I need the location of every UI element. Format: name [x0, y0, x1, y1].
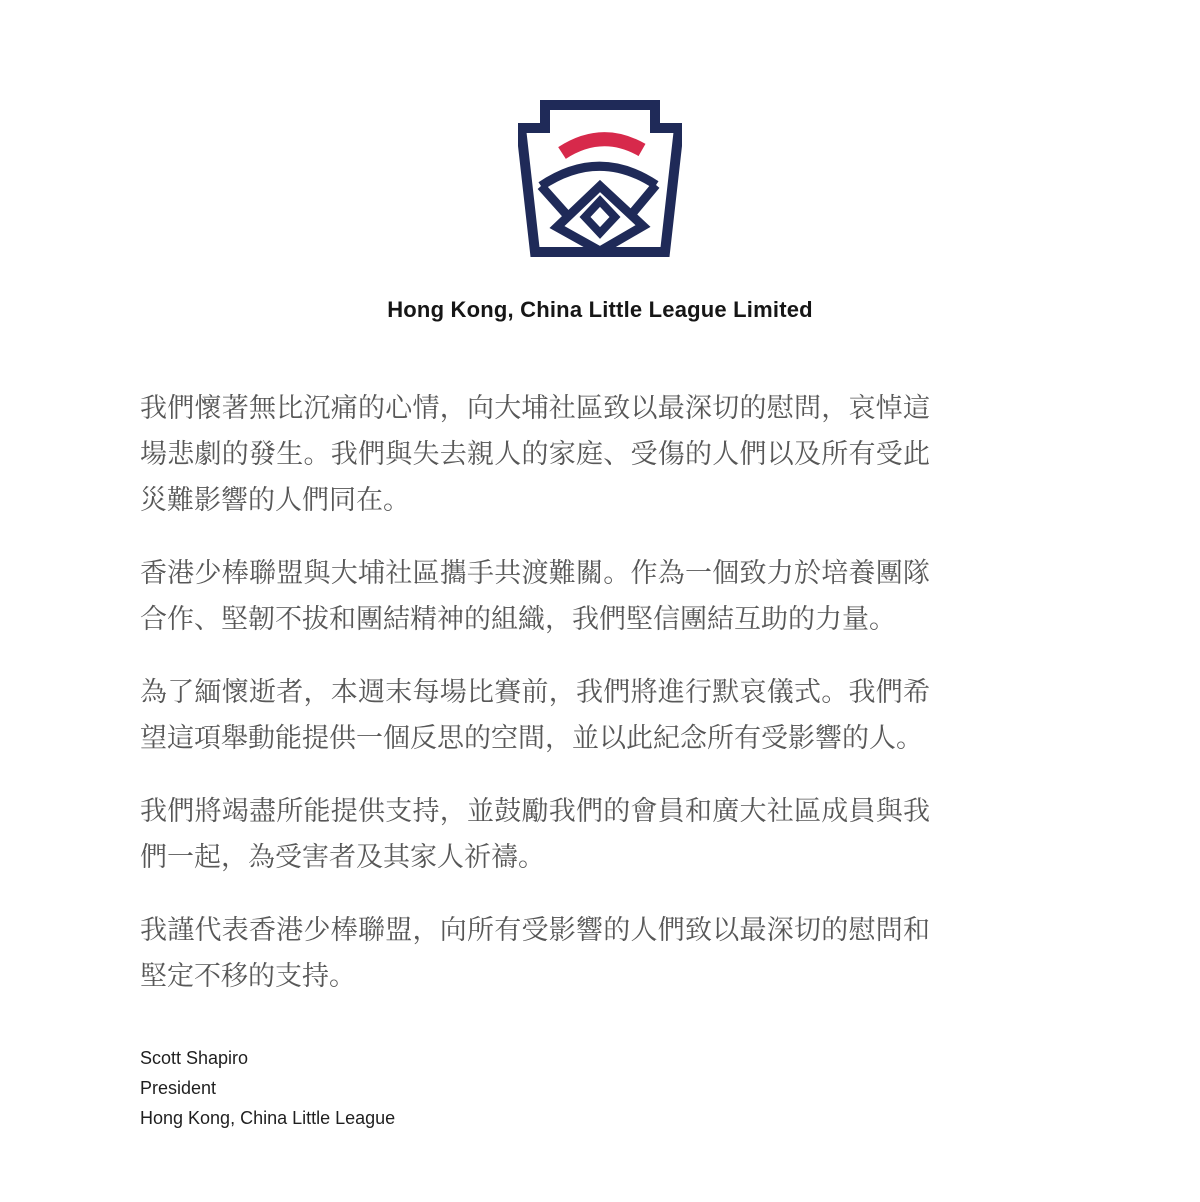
logo-container: [0, 0, 1200, 263]
signer-name: Scott Shapiro: [140, 1048, 249, 1068]
paragraph-solidarity: 香港少棒聯盟與大埔社區攜手共渡難關。作為一個致力於培養團隊合作、堅韌不拔和團結精神的組織，我們堅信團結互助的力量。: [140, 558, 930, 634]
signer-title: President: [140, 1078, 217, 1098]
paragraph-support-and-prayer: 我們將竭盡所能提供支持，並鼓勵我們的會員和廣大社區成員與我們一起，為受害者及其家人祈禱。: [140, 796, 930, 872]
signer-organization: Hong Kong, China Little League: [140, 1108, 396, 1128]
paragraph-condolence: 我們懷著無比沉痛的心情，向大埔社區致以最深切的慰問，哀悼這場悲劇的發生。我們與失去親人的家庭、受傷的人們以及所有受此災難影響的人們同在。: [140, 393, 930, 515]
paragraph-moment-of-silence: 為了緬懷逝者，本週末每場比賽前，我們將進行默哀儀式。我們希望這項舉動能提供一個反思的空間，並以此紀念所有受影響的人。: [140, 677, 930, 753]
statement-body: [140, 385, 930, 999]
paragraph-closing: 我謹代表香港少棒聯盟，向所有受影響的人們致以最深切的慰問和堅定不移的支持。: [140, 915, 930, 991]
little-league-keystone-logo-icon: [518, 100, 682, 258]
signature-block: [140, 1043, 1200, 1133]
organization-title: Hong Kong, China Little League Limited: [387, 297, 813, 322]
